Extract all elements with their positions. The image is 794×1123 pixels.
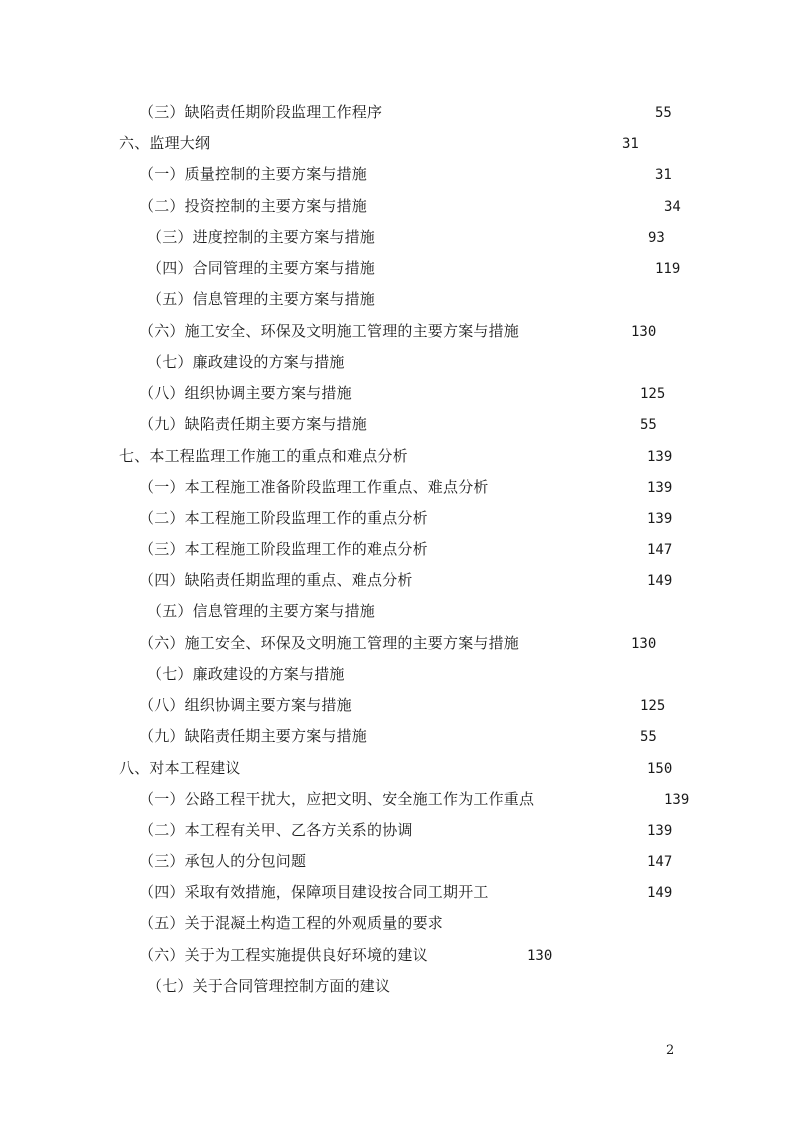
toc-entry-page: 55 bbox=[655, 105, 672, 121]
toc-entry bbox=[0, 226, 794, 250]
toc-entry-title: （五）关于混凝土构造工程的外观质量的要求 bbox=[139, 914, 444, 932]
toc-entry bbox=[0, 132, 794, 156]
toc-entry-title: 七、本工程监理工作施工的重点和难点分析 bbox=[119, 447, 408, 465]
toc-entry-title: （八）组织协调主要方案与措施 bbox=[139, 384, 352, 402]
toc-entry-title: （三）缺陷责任期阶段监理工作程序 bbox=[139, 103, 383, 121]
toc-entry bbox=[0, 507, 794, 531]
toc-entry-page: 119 bbox=[655, 261, 681, 277]
toc-entry bbox=[0, 101, 794, 125]
toc-entry-page: 139 bbox=[664, 792, 690, 808]
toc-entry-title: （五）信息管理的主要方案与措施 bbox=[147, 602, 376, 620]
toc-entry-page: 139 bbox=[647, 449, 673, 465]
toc-entry bbox=[0, 569, 794, 593]
toc-entry-page: 125 bbox=[640, 698, 666, 714]
toc-entry-title: （七）廉政建设的方案与措施 bbox=[147, 665, 345, 683]
toc-entry-page: 139 bbox=[647, 511, 673, 527]
toc-entry bbox=[0, 725, 794, 749]
toc-entry-page: 93 bbox=[648, 230, 665, 246]
toc-entry-title: （一）质量控制的主要方案与措施 bbox=[139, 165, 368, 183]
toc-entry-page: 130 bbox=[527, 948, 553, 964]
toc-entry bbox=[0, 288, 794, 312]
toc-entry-title: 八、对本工程建议 bbox=[119, 759, 241, 777]
toc-entry-page: 139 bbox=[647, 480, 673, 496]
toc-entry-title: （六）施工安全、环保及文明施工管理的主要方案与措施 bbox=[139, 634, 520, 652]
toc-entry-page: 34 bbox=[664, 199, 681, 215]
toc-entry-page: 55 bbox=[640, 417, 657, 433]
toc-entry bbox=[0, 413, 794, 437]
toc-entry-title: （八）组织协调主要方案与措施 bbox=[139, 696, 352, 714]
toc-entry-title: （五）信息管理的主要方案与措施 bbox=[147, 290, 376, 308]
toc-entry-page: 149 bbox=[647, 885, 673, 901]
toc-entry-title: （九）缺陷责任期主要方案与措施 bbox=[139, 727, 368, 745]
toc-entry bbox=[0, 445, 794, 469]
toc-entry-title: （三）进度控制的主要方案与措施 bbox=[147, 228, 376, 246]
toc-entry bbox=[0, 195, 794, 219]
toc-entry bbox=[0, 819, 794, 843]
toc-entry bbox=[0, 788, 794, 812]
toc-entry-title: （四）采取有效措施，保障项目建设按合同工期开工 bbox=[139, 883, 489, 901]
toc-entry-title: （六）施工安全、环保及文明施工管理的主要方案与措施 bbox=[139, 322, 520, 340]
toc-entry-title: （三）承包人的分包问题 bbox=[139, 852, 307, 870]
toc-entry bbox=[0, 382, 794, 406]
toc-entry-page: 147 bbox=[647, 854, 673, 870]
toc-entry bbox=[0, 538, 794, 562]
toc-entry-page: 31 bbox=[622, 136, 639, 152]
toc-entry-page: 125 bbox=[640, 386, 666, 402]
toc-entry bbox=[0, 757, 794, 781]
toc-entry-title: （七）关于合同管理控制方面的建议 bbox=[147, 977, 391, 995]
toc-entry-title: （三）本工程施工阶段监理工作的难点分析 bbox=[139, 540, 428, 558]
toc-entry-title: （二）本工程施工阶段监理工作的重点分析 bbox=[139, 509, 428, 527]
toc-entry-page: 139 bbox=[647, 823, 673, 839]
toc-entry-page: 147 bbox=[647, 542, 673, 558]
toc-entry bbox=[0, 600, 794, 624]
toc-entry-page: 31 bbox=[655, 167, 672, 183]
toc-entry-title: （四）合同管理的主要方案与措施 bbox=[147, 259, 376, 277]
toc-entry-page: 130 bbox=[631, 636, 657, 652]
toc-entry-title: （二）投资控制的主要方案与措施 bbox=[139, 197, 368, 215]
toc-entry bbox=[0, 351, 794, 375]
toc-entry-title: （二）本工程有关甲、乙各方关系的协调 bbox=[139, 821, 413, 839]
toc-entry-page: 130 bbox=[631, 324, 657, 340]
toc-entry bbox=[0, 476, 794, 500]
toc-entry-title: 六、监理大纲 bbox=[119, 134, 211, 152]
toc-entry bbox=[0, 975, 794, 999]
toc-entry-title: （七）廉政建设的方案与措施 bbox=[147, 353, 345, 371]
toc-entry bbox=[0, 944, 794, 968]
toc-entry bbox=[0, 850, 794, 874]
toc-entry-title: （一）公路工程干扰大，应把文明、安全施工作为工作重点 bbox=[139, 790, 535, 808]
toc-entry bbox=[0, 881, 794, 905]
toc-entry-title: （九）缺陷责任期主要方案与措施 bbox=[139, 415, 368, 433]
toc-entry-page: 55 bbox=[640, 729, 657, 745]
toc-entry-title: （六）关于为工程实施提供良好环境的建议 bbox=[139, 946, 428, 964]
toc-entry-page: 150 bbox=[647, 761, 673, 777]
toc-entry bbox=[0, 163, 794, 187]
toc-entry bbox=[0, 912, 794, 936]
toc-entry bbox=[0, 257, 794, 281]
toc-entry bbox=[0, 663, 794, 687]
page-number: 2 bbox=[666, 1043, 675, 1058]
toc-entry-title: （四）缺陷责任期监理的重点、难点分析 bbox=[139, 571, 413, 589]
toc-entry bbox=[0, 632, 794, 656]
toc-entry bbox=[0, 694, 794, 718]
toc-entry-page: 149 bbox=[647, 573, 673, 589]
toc-entry-title: （一）本工程施工准备阶段监理工作重点、难点分析 bbox=[139, 478, 489, 496]
toc-entry bbox=[0, 320, 794, 344]
